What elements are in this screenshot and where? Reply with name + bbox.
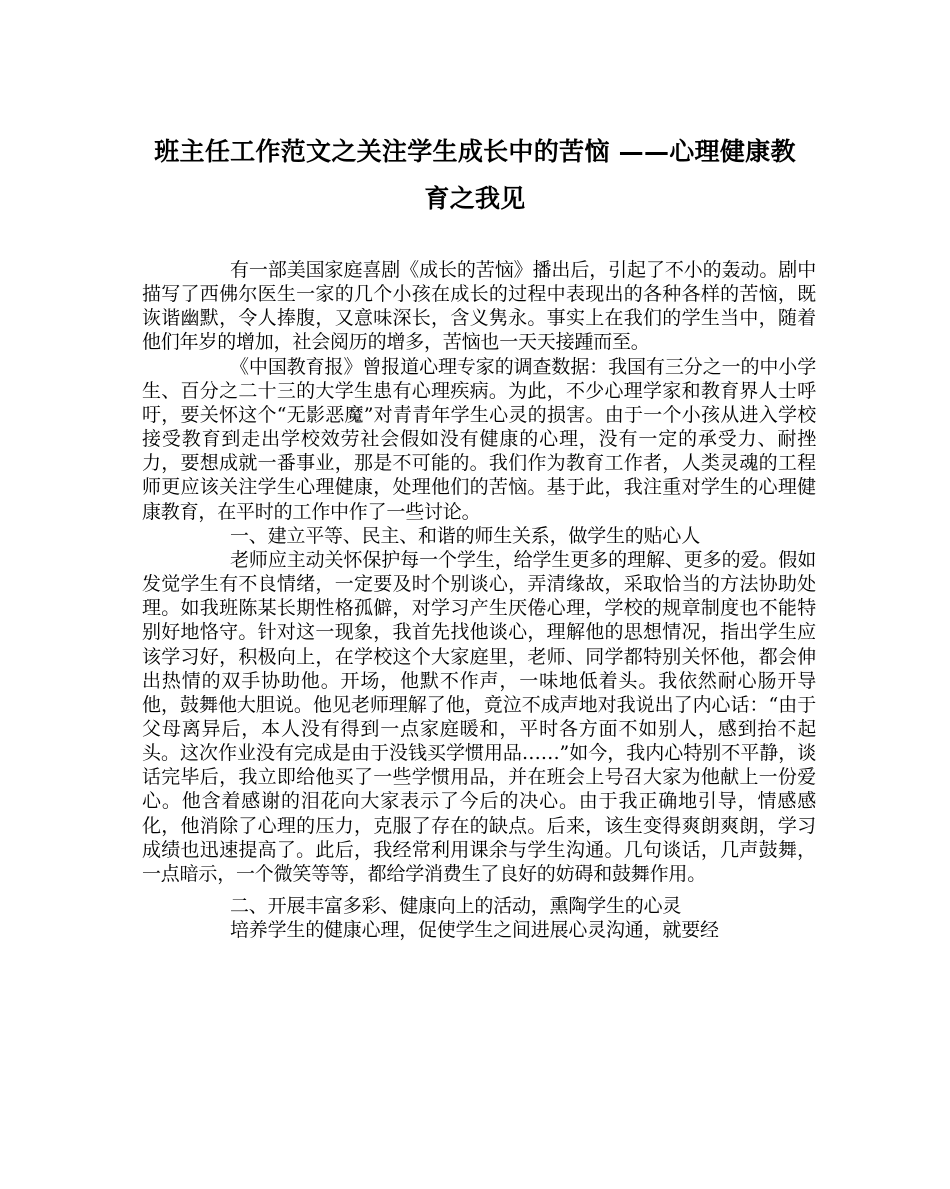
section-heading-2: 二、开展丰富多彩、健康向上的活动，熏陶学生的心灵 (230, 895, 682, 918)
section-1-paragraph: 老师应主动关怀保护每一个学生，给学生更多的理解、更多的爱。假如发觉学生有不良情绪，一定要及时个别谈心，弄清缘故，采取恰当的方法协助处理。如我班陈某长期性格孤僻，对学习产生厌倦心理，学校的规章制度也不能特别好地恪守。针对这一现象，我首先找他谈心，理解他的思想情况，指出学生应该学习好，积极向上，在学校这个大家庭里，老师、同学都特别关怀他，都会伸出热情的双手协助他。开场，他默不作声，一味地低着头。我依然耐心肠开导他，鼓舞他大胆说。他见老师理解了他，竟泣不成声地对我说出了内心话：“由于父母离异后，本人没有得到一点家庭暖和，平时各方面不如别人，感到抬不起头。这次作业没有完成是由于没钱买学惯用品……”如今，我内心特别不平静，谈话完毕后，我立即给他买了一些学惯用品，并在班会上号召大家为他献上一份爱心。他含着感谢的泪花向大家表示了今后的决心。由于我正确地引导，情感感化，他消除了心理的压力，克服了存在的缺点。后来，该生变得爽朗爽朗，学习成绩也迅速提高了。此后，我经常利用课余与学生沟通。几句谈话，几声鼓舞，一点暗示，一个微笑等等，都给学消费生了良好的妨碍和鼓舞作用。 (142, 548, 816, 885)
intro-paragraph: 有一部美国家庭喜剧《成长的苦恼》播出后，引起了不小的轰动。剧中描写了西佛尔医生一家的几个小孩在成长的过程中表现出的各种各样的苦恼，既诙谐幽默，令人捧腹，又意味深长，含义隽永。事实上在我们的学生当中，随着他们年岁的增加，社会阅历的增多，苦恼也一天天接踵而至。 (142, 259, 816, 354)
document-body (142, 258, 816, 942)
survey-paragraph: 《中国教育报》曾报道心理专家的调查数据：我国有三分之一的中小学生、百分之二十三的大学生患有心理疾病。为此，不少心理学家和教育界人士呼吁，要关怀这个“无影恶魔”对青青年学生心灵的损害。由于一个小孩从进入学校接受教育到走出学校效劳社会假如没有健康的心理，没有一定的承受力、耐挫力，要想成就一番事业，那是不可能的。我们作为教育工作者，人类灵魂的工程师更应该关注学生心理健康，处理他们的苦恼。基于此，我注重对学生的心理健康教育，在平时的工作中作了一些讨论。 (142, 355, 816, 523)
section-heading-1: 一、建立平等、民主、和谐的师生关系，做学生的贴心人 (230, 524, 701, 547)
document-title: 班主任工作范文之关注学生成长中的苦恼 ——心理健康教育之我见 (154, 137, 796, 213)
section-2-paragraph: 培养学生的健康心理，促使学生之间进展心灵沟通，就要经 (230, 919, 719, 942)
